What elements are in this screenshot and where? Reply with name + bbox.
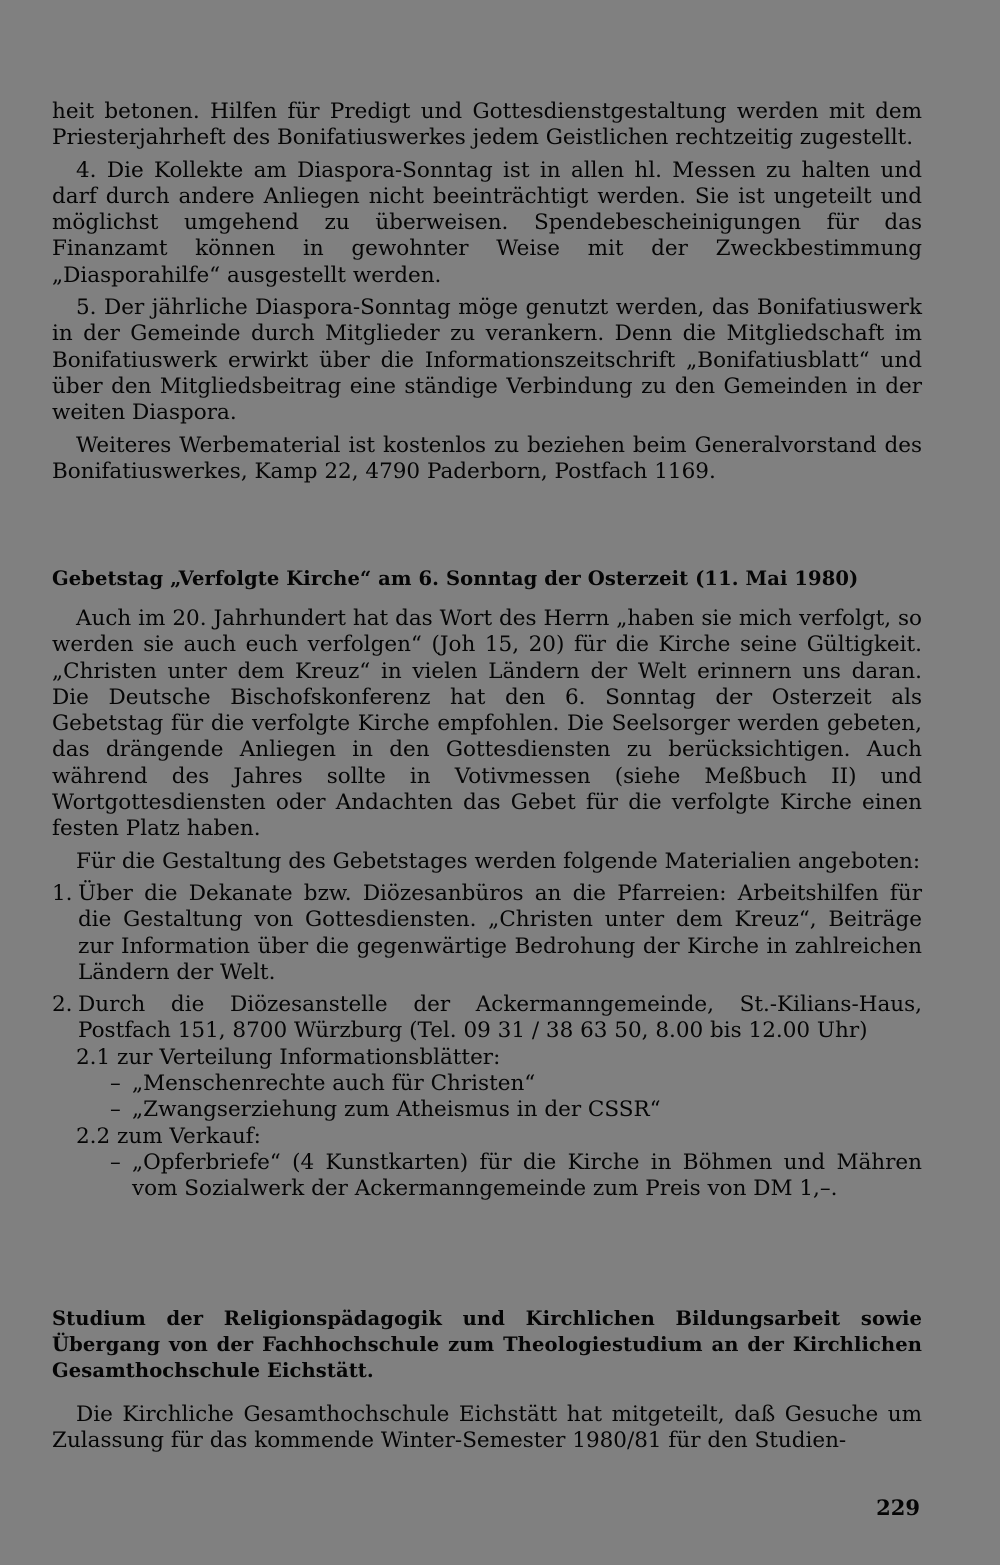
list-number: 2.: [52, 992, 73, 1018]
dash-mark: –: [110, 1149, 121, 1175]
paragraph: 5. Der jährliche Diaspora-Sonntag möge genutzt werden, das Bonifatiuswerk in der Gemeinde durch Mitglieder zu verankern. Denn die Mitgliedschaft im Bonifatiuswerk erwirkt über die Informationszeitschrift „Bonifatiusblatt“ und über den Mitgliedsbeitrag eine ständige Verbindung zu den Gemeinden in der weiten Diaspora.: [52, 295, 922, 426]
dash-text: „Opferbriefe“ (4 Kunstkarten) für die Kirche in Böhmen und Mähren vom Sozialwerk der Ackermanngemeinde zum Preis von DM 1,–.: [132, 1149, 922, 1202]
list-text: Durch die Diözesanstelle der Ackermanngemeinde, St.-Kilians-Haus, Postfach 151, 8700 Würzburg (Tel. 09 31 / 38 63 50, 8.00 bis 12.00 Uhr): [78, 992, 922, 1044]
section-heading: Gebetstag „Verfolgte Kirche“ am 6. Sonntag der Osterzeit (11. Mai 1980): [52, 567, 859, 590]
paragraph: heit betonen. Hilfen für Predigt und Gottesdienstgestaltung werden mit dem Priesterjahrheft des Bonifatiuswerkes jedem Geistlichen rechtzeitig zugestellt.: [52, 99, 922, 151]
list-item: [52, 992, 922, 1045]
paragraph: 4. Die Kollekte am Diaspora-Sonntag ist in allen hl. Messen zu halten und darf durch andere Anliegen nicht beeinträchtigt werden. Sie ist ungeteilt und möglichst umgehend zu überweisen. Spendebescheinigungen für das Finanzamt können in gewohnter Weise mit der Zweckbestimmung „Diasporahilfe“ ausgestellt werden.: [52, 157, 922, 288]
section-studium: [52, 1306, 922, 1455]
paragraph: Weiteres Werbematerial ist kostenlos zu beziehen beim Generalvorstand des Bonifatiuswerkes, Kamp 22, 4790 Paderborn, Postfach 1169.: [52, 432, 922, 484]
dash-item: [52, 1150, 922, 1203]
section-gebetstag: [52, 566, 922, 1203]
dash-item: [52, 1097, 922, 1123]
paragraph: Die Kirchliche Gesamthochschule Eichstätt hat mitgeteilt, daß Gesuche um Zulassung für das kommende Winter-Semester 1980/81 für den Studien-: [52, 1402, 922, 1454]
dash-item: [52, 1071, 922, 1097]
dash-mark: –: [110, 1097, 121, 1123]
sub-item: 2.2 zum Verkauf:: [76, 1123, 261, 1149]
sub-item: 2.1 zur Verteilung Informationsblätter:: [76, 1044, 501, 1070]
list-number: 1.: [52, 880, 73, 906]
page-number: 229: [876, 1495, 920, 1520]
dash-mark: –: [110, 1071, 121, 1097]
dash-text: „Zwangserziehung zum Atheismus in der CSSR“: [132, 1097, 661, 1123]
dash-text: „Menschenrechte auch für Christen“: [132, 1071, 536, 1097]
list-item: [52, 881, 922, 986]
paragraph: Für die Gestaltung des Gebetstages werden folgende Materialien angeboten:: [76, 848, 921, 874]
paragraph: Auch im 20. Jahrhundert hat das Wort des Herrn „haben sie mich verfolgt, so werden sie auch euch verfolgen“ (Joh 15, 20) für die Kirche seine Gültigkeit. „Christen unter dem Kreuz“ in vielen Ländern der Welt erinnern uns daran. Die Deutsche Bischofskonferenz hat den 6. Sonntag der Osterzeit als Gebetstag für die verfolgte Kirche empfohlen. Die Seelsorger werden gebeten, das drängende Anliegen in den Gottesdiensten zu berücksichtigen. Auch während des Jahres sollte in Votivmessen (siehe Meßbuch II) und Wortgottesdiensten oder Andachten das Gebet für die verfolgte Kirche einen festen Platz haben.: [52, 606, 922, 842]
top-section: [52, 99, 922, 485]
section-heading: Studium der Religionspädagogik und Kirchlichen Bildungsarbeit sowie Übergang von der Fachhochschule zum Theologiestudium an der Kirchlichen Gesamthochschule Eichstätt.: [52, 1307, 922, 1382]
list-text: Über die Dekanate bzw. Diözesanbüros an die Pfarreien: Arbeitshilfen für die Gestaltung von Gottesdiensten. „Christen unter dem Kreuz“, Beiträge zur Information über die gegenwärtige Bedrohung der Kirche in zahlreichen Ländern der Welt.: [78, 880, 922, 985]
